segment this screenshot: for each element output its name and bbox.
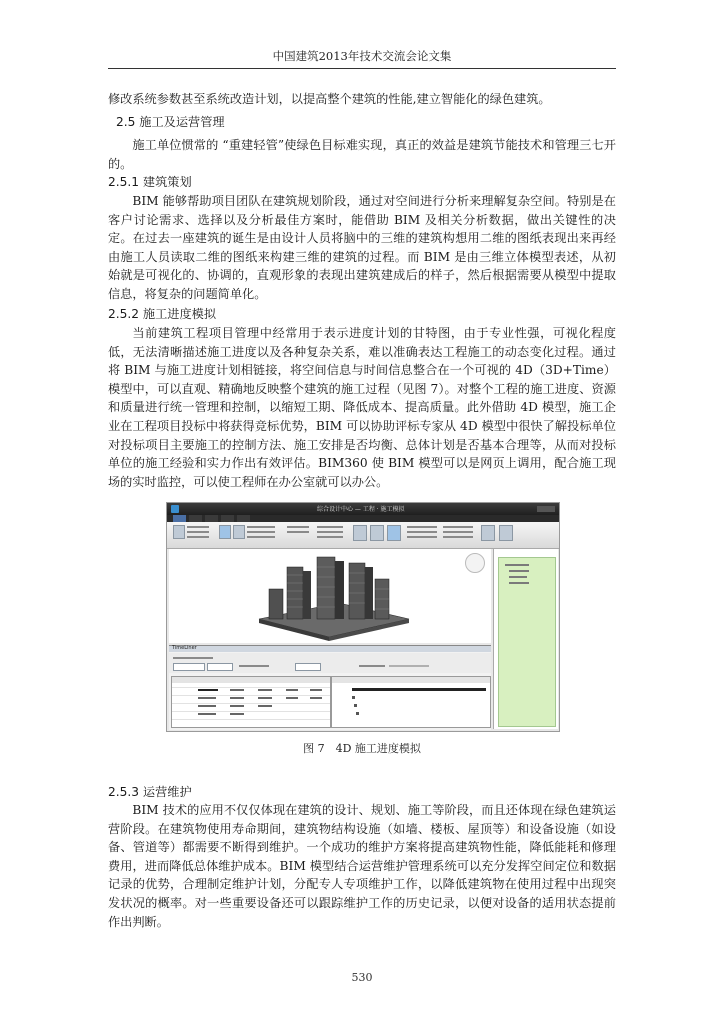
app-logo-icon — [171, 505, 179, 513]
section-heading-2-5: 2.5 施工及运营管理 — [116, 115, 225, 129]
ribbon-toolbar — [167, 522, 559, 549]
selection-tree-pane — [493, 549, 558, 729]
app-title: 综合设计中心 — 工程 · 施工模拟 — [317, 506, 405, 513]
task-grid — [171, 676, 331, 728]
selection-tree-panel — [498, 557, 556, 727]
paragraph-schedule-simulation: 当前建筑工程项目管理中经常用于表示进度计划的甘特图，由于专业性强，可视化程度低，无法清晰描述施工进度以及各种复杂关系，难以准确表达工程施工的动态变化过程。通过将 BIM 与施工进度计划相链接，将空间信息与时间信息整合在一个可视的 4D（3D+Time）模型中，可以直观、精确地反映整个建筑的施工过程（见图 7）。对整个工程的施工进度、资源和质量进行统一管理和控制，以缩短工期、降低成本、提高质量。此外借助 4D 模型，施工企业在工程项目投标中将获得竞标优势，BIM 可以协助评标专家从 4D 模型中很快了解投标单位对投标项目主要施工的控制方法、施工安排是否均衡、总体计划是否基本合理等，从而对投标单位的施工经验和实力作出有效评估。BIM360 使 BIM 模型可以是网页上调用，配合施工现场的实时监控，可以使工程师在办公室就可以办公。 — [108, 326, 616, 489]
section-heading-2-5-1: 2.5.1 建筑策划 — [108, 175, 192, 189]
timeliner-panel — [169, 645, 491, 730]
page-number: 530 — [351, 971, 373, 984]
paragraph-building-planning: BIM 能够帮助项目团队在建筑规划阶段，通过对空间进行分析来理解复杂空间。特别是在客户讨论需求、选择以及分析最佳方案时，能借助 BIM 及相关分析数据，做出关键性的决定。在过去一座建筑的诞生是由设计人员将脑中的三维的建筑构想用二维的图纸表现出来再经由施工人员读取二维的图纸来构建三维的建筑的过程。而 BIM 是由三维立体模型表述，从初始就是可视化的、协调的，直观形象的表现出建筑建成后的样子，然后根据需要从模型中提取信息，将复杂的问题简单化。 — [108, 194, 616, 301]
gantt-chart — [331, 676, 491, 728]
view-cube-icon — [465, 553, 485, 573]
timeliner-toolbar — [169, 653, 491, 673]
timeliner-header — [169, 646, 491, 652]
section-heading-2-5-2: 2.5.2 施工进度模拟 — [108, 307, 217, 321]
running-header: 中国建筑2013年技术交流会论文集 — [272, 49, 452, 63]
figure-caption: 图 7 4D 施工进度模拟 — [303, 742, 421, 755]
header-rule — [108, 68, 616, 69]
app-titlebar — [167, 503, 559, 515]
paragraph-intro: 修改系统参数甚至系统改造计划，以提高整个建筑的性能,建立智能化的绿色建筑。 — [108, 92, 551, 106]
window-controls-icon — [537, 506, 555, 512]
building-model-drawing — [169, 549, 491, 643]
3d-model-viewport — [169, 549, 491, 643]
paragraph-operation-maintenance: BIM 技术的应用不仅仅体现在建筑的设计、规划、施工等阶段，而且还体现在绿色建筑运营阶段。在建筑物使用寿命期间，建筑物结构设施（如墙、楼板、屋顶等）和设备设施（如设备、管道等）都需要不断得到维护。一个成功的维护方案将提高建筑物性能，降低能耗和修理费用，进而降低总体维护成本。BIM 模型结合运营维护管理系统可以充分发挥空间定位和数据记录的优势，合理制定维护计划，分配专人专项维护工作，以降低建筑物在使用过程中出现突发状况的概率。对一些重要设备还可以跟踪维护工作的历史记录，以便对设备的适用状态提前作出判断。 — [108, 803, 616, 929]
paragraph-construction-management: 施工单位惯常的 “重建轻管”使绿色目标难实现，真正的效益是建筑节能技术和管理三七开的。 — [108, 138, 616, 171]
timeliner-title: TimeLiner — [172, 645, 197, 651]
ribbon-tabs — [167, 515, 559, 522]
section-heading-2-5-3: 2.5.3 运营维护 — [108, 785, 192, 799]
figure-4d-simulation-screenshot — [166, 502, 560, 732]
